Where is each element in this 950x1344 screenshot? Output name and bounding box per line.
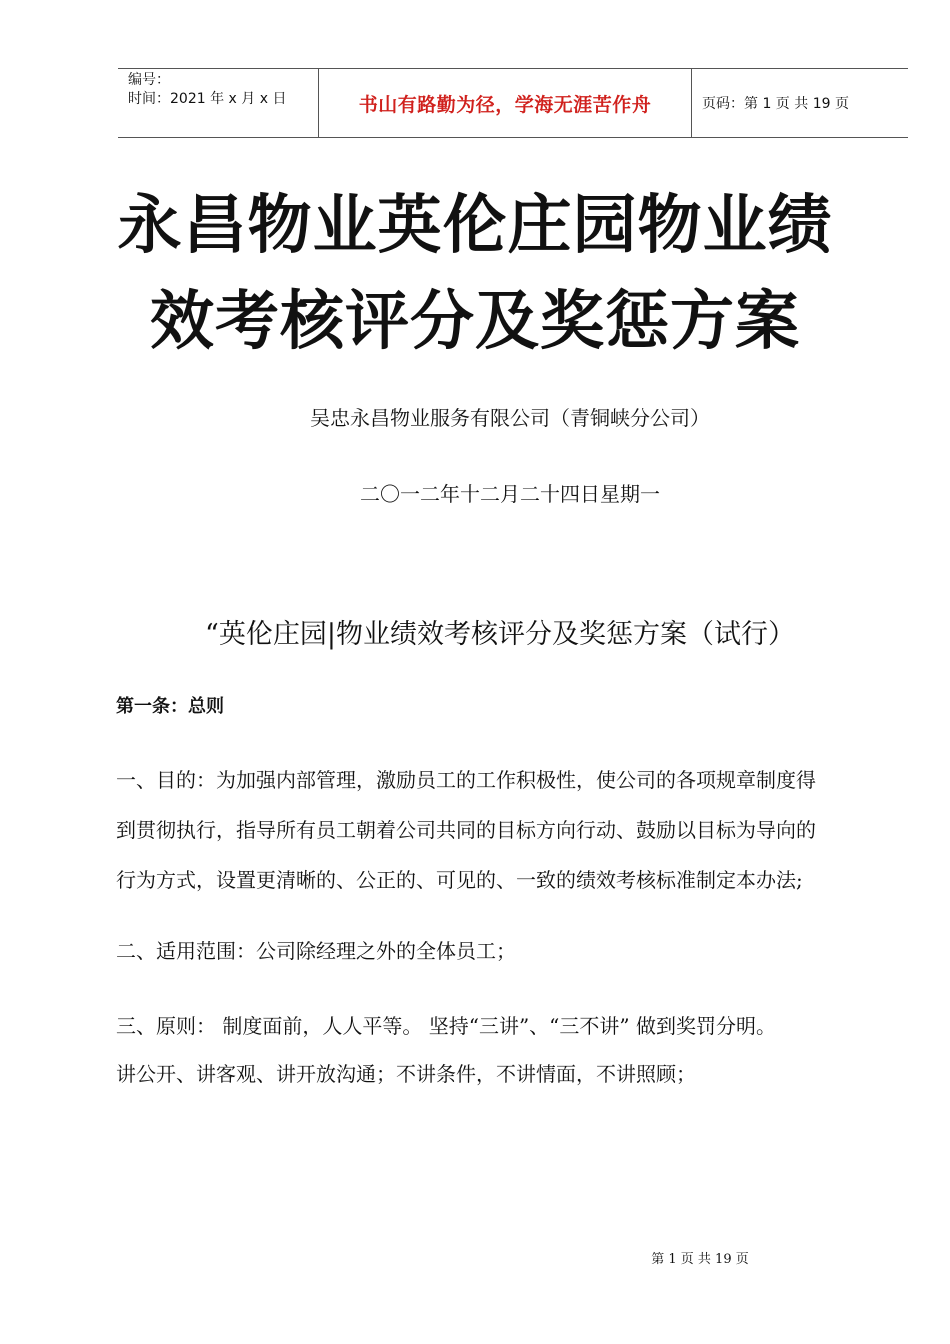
time-label: 时间：2021 年 x 月 x 日 [128, 91, 287, 107]
page-header [118, 68, 908, 138]
doc-title-line-1: 永昌物业英伦庄园物业绩 [117, 189, 833, 263]
body-line: 一、目的：为加强内部管理，激励员工的工作积极性，使公司的各项规章制度得 [116, 768, 816, 792]
doc-subtitle: “英伦庄园|物业绩效考核评分及奖惩方案（试行） [205, 619, 795, 650]
header-meta [118, 69, 319, 137]
doc-title-line-2: 效考核评分及奖惩方案 [150, 285, 800, 359]
body-line: 二、适用范围：公司除经理之外的全体员工； [116, 939, 516, 963]
article-1-heading: 第一条：总则 [116, 696, 224, 717]
header-motto [319, 69, 692, 137]
body-line: 讲公开、讲客观、讲开放沟通；不讲条件，不讲情面，不讲照顾； [116, 1062, 696, 1086]
header-page-info [692, 69, 908, 137]
page-footer: 第 1 页 共 19 页 [651, 1252, 749, 1267]
doc-date: 二〇一二年十二月二十四日星期一 [360, 482, 660, 506]
page-info: 页码：第 1 页 共 19 页 [702, 96, 849, 112]
body-line: 三、原则： 制度面前，人人平等。 坚持“三讲”、“三不讲” 做到奖罚分明。 [116, 1014, 776, 1038]
body-line: 行为方式，设置更清晰的、公正的、可见的、一致的绩效考核标准制定本办法; [116, 868, 803, 892]
serial-label: 编号： [128, 72, 170, 88]
company-name: 吴忠永昌物业服务有限公司（青铜峡分公司） [310, 406, 710, 430]
motto-text: 书山有路勤为径，学海无涯苦作舟 [358, 93, 652, 116]
body-line: 到贯彻执行，指导所有员工朝着公司共同的目标方向行动、鼓励以目标为导向的 [116, 818, 816, 842]
